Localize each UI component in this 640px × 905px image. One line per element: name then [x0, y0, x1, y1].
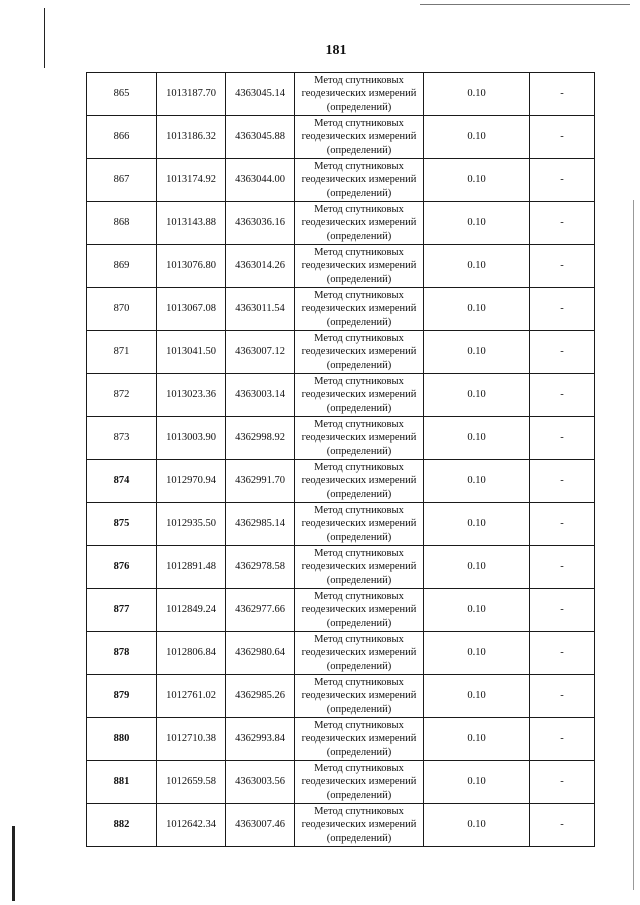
point-number-cell: 880: [87, 718, 157, 761]
accuracy-cell: 0.10: [424, 503, 530, 546]
point-number-cell: 873: [87, 417, 157, 460]
method-line: геодезических измерений: [301, 432, 417, 444]
method-line: (определений): [326, 359, 392, 371]
point-number-cell: 868: [87, 202, 157, 245]
method-line: (определений): [326, 531, 392, 543]
method-line: Метод спутниковых: [314, 504, 404, 516]
method-line: Метод спутниковых: [314, 160, 404, 172]
method-cell: [295, 245, 424, 288]
x-coordinate-cell: 1012710.38: [157, 718, 226, 761]
table-row: [87, 116, 595, 159]
scan-edge-top-right: [420, 4, 630, 5]
method-line: (определений): [326, 703, 392, 715]
method-line: (определений): [326, 746, 392, 758]
method-cell: [295, 675, 424, 718]
accuracy-cell: 0.10: [424, 73, 530, 116]
table-row: [87, 159, 595, 202]
scan-edge-left-bottom: [12, 826, 15, 901]
table-row: [87, 73, 595, 116]
method-cell: [295, 288, 424, 331]
point-number-cell: 882: [87, 804, 157, 847]
point-number-cell: 871: [87, 331, 157, 374]
method-line: геодезических измерений: [301, 518, 417, 530]
note-cell: -: [530, 761, 595, 804]
note-cell: -: [530, 718, 595, 761]
note-cell: -: [530, 546, 595, 589]
accuracy-cell: 0.10: [424, 159, 530, 202]
y-coordinate-cell: 4362980.64: [226, 632, 295, 675]
method-line: (определений): [326, 789, 392, 801]
table-row: [87, 245, 595, 288]
point-number-cell: 879: [87, 675, 157, 718]
method-line: геодезических измерений: [301, 647, 417, 659]
method-cell: [295, 73, 424, 116]
note-cell: -: [530, 245, 595, 288]
note-cell: -: [530, 116, 595, 159]
method-line: геодезических измерений: [301, 346, 417, 358]
method-line: геодезических измерений: [301, 776, 417, 788]
method-line: Метод спутниковых: [314, 590, 404, 602]
y-coordinate-cell: 4363045.88: [226, 116, 295, 159]
table-row: [87, 761, 595, 804]
note-cell: -: [530, 804, 595, 847]
note-cell: -: [530, 288, 595, 331]
accuracy-cell: 0.10: [424, 460, 530, 503]
table-row: [87, 632, 595, 675]
x-coordinate-cell: 1012761.02: [157, 675, 226, 718]
method-cell: [295, 116, 424, 159]
x-coordinate-cell: 1012659.58: [157, 761, 226, 804]
point-number-cell: 875: [87, 503, 157, 546]
point-number-cell: 878: [87, 632, 157, 675]
note-cell: -: [530, 417, 595, 460]
note-cell: -: [530, 73, 595, 116]
point-number-cell: 866: [87, 116, 157, 159]
table-row: [87, 202, 595, 245]
note-cell: -: [530, 632, 595, 675]
y-coordinate-cell: 4363014.26: [226, 245, 295, 288]
x-coordinate-cell: 1013041.50: [157, 331, 226, 374]
method-cell: [295, 417, 424, 460]
accuracy-cell: 0.10: [424, 202, 530, 245]
y-coordinate-cell: 4362978.58: [226, 546, 295, 589]
method-line: (определений): [326, 660, 392, 672]
method-cell: [295, 374, 424, 417]
method-line: Метод спутниковых: [314, 375, 404, 387]
coordinates-table: [86, 72, 595, 847]
method-line: Метод спутниковых: [314, 117, 404, 129]
note-cell: -: [530, 675, 595, 718]
point-number-cell: 870: [87, 288, 157, 331]
method-line: (определений): [326, 273, 392, 285]
accuracy-cell: 0.10: [424, 116, 530, 159]
scan-edge-right: [633, 200, 634, 890]
accuracy-cell: 0.10: [424, 417, 530, 460]
x-coordinate-cell: 1012935.50: [157, 503, 226, 546]
method-line: Метод спутниковых: [314, 762, 404, 774]
accuracy-cell: 0.10: [424, 718, 530, 761]
method-line: геодезических измерений: [301, 260, 417, 272]
table-row: [87, 546, 595, 589]
point-number-cell: 877: [87, 589, 157, 632]
method-line: геодезических измерений: [301, 475, 417, 487]
method-line: Метод спутниковых: [314, 246, 404, 258]
table-row: [87, 589, 595, 632]
method-line: Метод спутниковых: [314, 332, 404, 344]
method-line: геодезических измерений: [301, 389, 417, 401]
point-number-cell: 867: [87, 159, 157, 202]
y-coordinate-cell: 4363003.56: [226, 761, 295, 804]
table-row: [87, 460, 595, 503]
accuracy-cell: 0.10: [424, 632, 530, 675]
accuracy-cell: 0.10: [424, 288, 530, 331]
method-line: (определений): [326, 144, 392, 156]
accuracy-cell: 0.10: [424, 245, 530, 288]
y-coordinate-cell: 4363044.00: [226, 159, 295, 202]
method-line: геодезических измерений: [301, 690, 417, 702]
accuracy-cell: 0.10: [424, 546, 530, 589]
x-coordinate-cell: 1013003.90: [157, 417, 226, 460]
point-number-cell: 872: [87, 374, 157, 417]
method-cell: [295, 804, 424, 847]
method-line: (определений): [326, 445, 392, 457]
method-line: геодезических измерений: [301, 733, 417, 745]
note-cell: -: [530, 159, 595, 202]
method-line: геодезических измерений: [301, 303, 417, 315]
method-line: (определений): [326, 488, 392, 500]
note-cell: -: [530, 374, 595, 417]
accuracy-cell: 0.10: [424, 589, 530, 632]
method-line: Метод спутниковых: [314, 418, 404, 430]
x-coordinate-cell: 1013076.80: [157, 245, 226, 288]
y-coordinate-cell: 4363011.54: [226, 288, 295, 331]
table-row: [87, 374, 595, 417]
x-coordinate-cell: 1013067.08: [157, 288, 226, 331]
point-number-cell: 874: [87, 460, 157, 503]
accuracy-cell: 0.10: [424, 331, 530, 374]
method-line: Метод спутниковых: [314, 203, 404, 215]
method-line: Метод спутниковых: [314, 289, 404, 301]
y-coordinate-cell: 4363036.16: [226, 202, 295, 245]
method-line: (определений): [326, 832, 392, 844]
point-number-cell: 869: [87, 245, 157, 288]
table-row: [87, 417, 595, 460]
method-line: Метод спутниковых: [314, 676, 404, 688]
y-coordinate-cell: 4363007.46: [226, 804, 295, 847]
accuracy-cell: 0.10: [424, 675, 530, 718]
x-coordinate-cell: 1013143.88: [157, 202, 226, 245]
method-cell: [295, 159, 424, 202]
method-cell: [295, 632, 424, 675]
note-cell: -: [530, 460, 595, 503]
x-coordinate-cell: 1013023.36: [157, 374, 226, 417]
method-cell: [295, 460, 424, 503]
method-cell: [295, 589, 424, 632]
point-number-cell: 881: [87, 761, 157, 804]
method-line: Метод спутниковых: [314, 805, 404, 817]
method-cell: [295, 202, 424, 245]
table-row: [87, 331, 595, 374]
accuracy-cell: 0.10: [424, 374, 530, 417]
x-coordinate-cell: 1012806.84: [157, 632, 226, 675]
note-cell: -: [530, 202, 595, 245]
method-line: геодезических измерений: [301, 131, 417, 143]
method-line: (определений): [326, 402, 392, 414]
y-coordinate-cell: 4362991.70: [226, 460, 295, 503]
method-line: (определений): [326, 187, 392, 199]
x-coordinate-cell: 1012642.34: [157, 804, 226, 847]
y-coordinate-cell: 4363007.12: [226, 331, 295, 374]
method-line: (определений): [326, 617, 392, 629]
method-line: Метод спутниковых: [314, 461, 404, 473]
method-line: Метод спутниковых: [314, 719, 404, 731]
method-line: геодезических измерений: [301, 604, 417, 616]
y-coordinate-cell: 4362985.26: [226, 675, 295, 718]
table-row: [87, 804, 595, 847]
table-row: [87, 718, 595, 761]
y-coordinate-cell: 4362993.84: [226, 718, 295, 761]
x-coordinate-cell: 1012891.48: [157, 546, 226, 589]
method-line: геодезических измерений: [301, 819, 417, 831]
method-line: (определений): [326, 230, 392, 242]
method-line: (определений): [326, 316, 392, 328]
method-cell: [295, 503, 424, 546]
method-cell: [295, 718, 424, 761]
method-line: геодезических измерений: [301, 88, 417, 100]
y-coordinate-cell: 4362977.66: [226, 589, 295, 632]
y-coordinate-cell: 4363003.14: [226, 374, 295, 417]
method-line: геодезических измерений: [301, 217, 417, 229]
point-number-cell: 876: [87, 546, 157, 589]
note-cell: -: [530, 503, 595, 546]
accuracy-cell: 0.10: [424, 761, 530, 804]
x-coordinate-cell: 1013186.32: [157, 116, 226, 159]
method-line: Метод спутниковых: [314, 74, 404, 86]
y-coordinate-cell: 4362998.92: [226, 417, 295, 460]
page-number: 181: [325, 43, 347, 58]
y-coordinate-cell: 4363045.14: [226, 73, 295, 116]
x-coordinate-cell: 1013187.70: [157, 73, 226, 116]
x-coordinate-cell: 1012970.94: [157, 460, 226, 503]
method-cell: [295, 761, 424, 804]
note-cell: -: [530, 331, 595, 374]
method-line: Метод спутниковых: [314, 633, 404, 645]
method-line: (определений): [326, 101, 392, 113]
method-line: (определений): [326, 574, 392, 586]
x-coordinate-cell: 1012849.24: [157, 589, 226, 632]
point-number-cell: 865: [87, 73, 157, 116]
note-cell: -: [530, 589, 595, 632]
method-line: геодезических измерений: [301, 561, 417, 573]
scan-edge-left-top: [44, 8, 45, 68]
table-row: [87, 503, 595, 546]
method-cell: [295, 546, 424, 589]
y-coordinate-cell: 4362985.14: [226, 503, 295, 546]
accuracy-cell: 0.10: [424, 804, 530, 847]
method-cell: [295, 331, 424, 374]
table-row: [87, 288, 595, 331]
x-coordinate-cell: 1013174.92: [157, 159, 226, 202]
table-row: [87, 675, 595, 718]
method-line: Метод спутниковых: [314, 547, 404, 559]
method-line: геодезических измерений: [301, 174, 417, 186]
